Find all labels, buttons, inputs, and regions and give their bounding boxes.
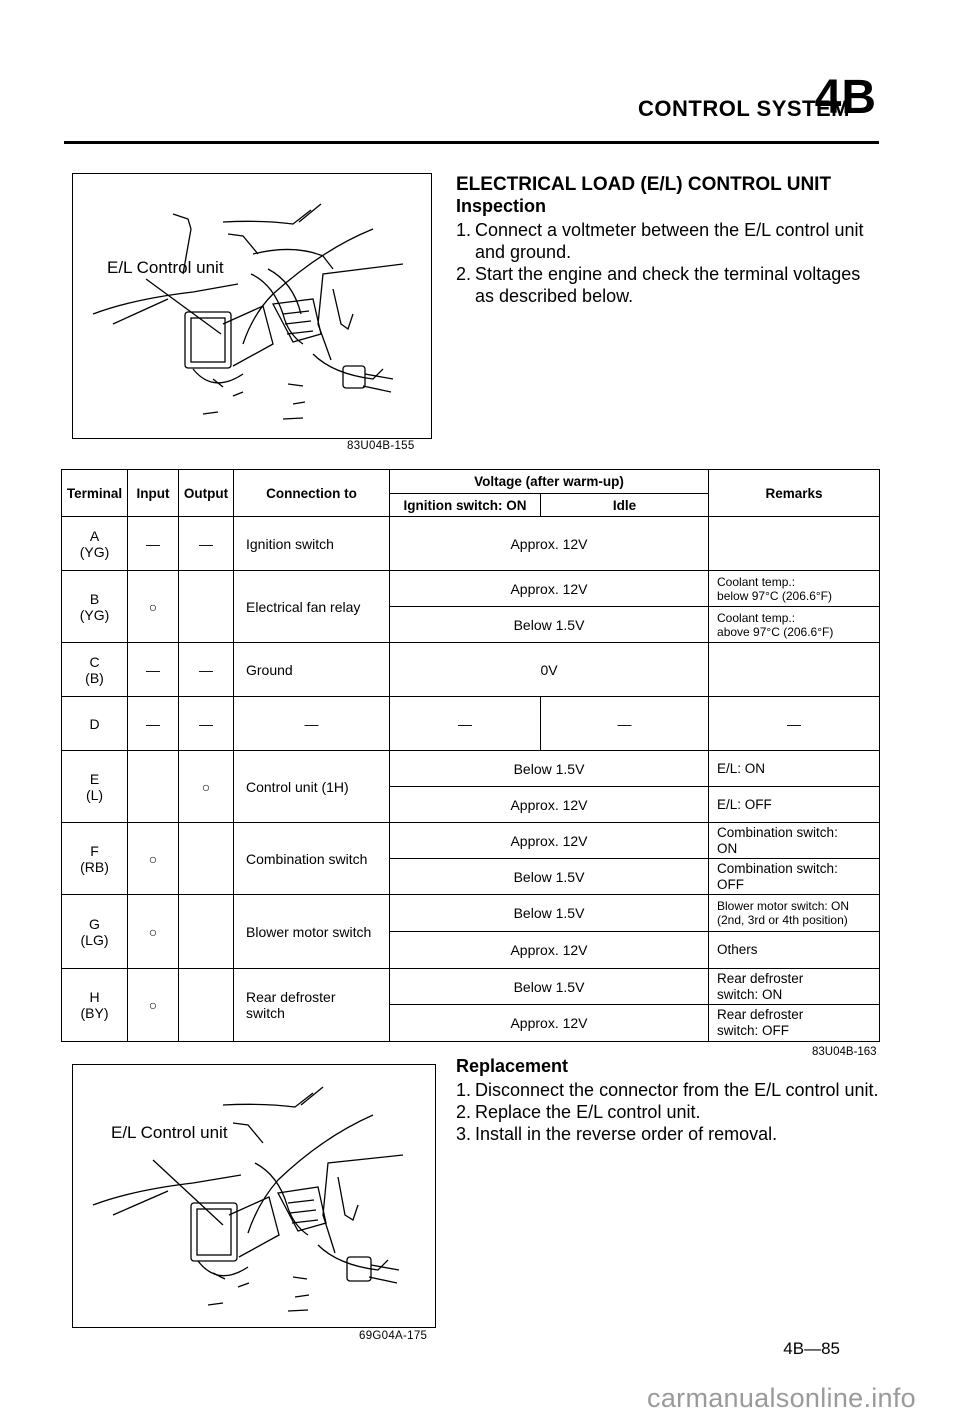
voltage-cell: Below 1.5V (390, 895, 709, 932)
step-text: Disconnect the connector from the E/L control unit. (475, 1080, 879, 1100)
remarks-cell: Others (709, 932, 880, 969)
watermark: carmanualsonline.info (647, 1383, 916, 1413)
input-cell: ○ (128, 895, 179, 969)
terminal-letter: F (90, 842, 99, 859)
col-connection: Connection to (234, 470, 390, 517)
el-control-unit-illustration-top (72, 173, 432, 439)
output-cell (179, 969, 234, 1042)
list-item (456, 219, 886, 263)
wire-color: (B) (85, 669, 104, 686)
terminal-cell (62, 751, 128, 823)
terminal-cell (62, 643, 128, 697)
voltage-cell: — (390, 697, 541, 751)
remarks-cell (709, 643, 880, 697)
remark-line: Blower motor switch: ON (717, 899, 850, 913)
voltage-cell: Approx. 12V (390, 932, 709, 969)
remarks-cell (709, 823, 880, 859)
connection-cell: Ground (234, 643, 390, 697)
connection-cell: Combination switch (234, 823, 390, 895)
voltage-cell: Below 1.5V (390, 859, 709, 895)
page-number: 4B—85 (783, 1339, 840, 1358)
remarks-cell (709, 571, 880, 607)
col-idle: Idle (541, 494, 709, 517)
remark-line: below 97°C (206.6°F) (717, 588, 832, 603)
el-control-unit-illustration-bottom (72, 1064, 436, 1328)
figure-caption: 69G04A-175 (359, 1330, 428, 1342)
voltage-cell: Approx. 12V (390, 787, 709, 823)
wire-color: (YG) (79, 606, 110, 623)
remark-line: (2nd, 3rd or 4th position) (717, 913, 848, 927)
idle-cell: — (541, 697, 709, 751)
connection-cell (234, 969, 390, 1042)
remark-line: above 97°C (206.6°F) (717, 624, 834, 639)
remark-line: Rear defroster (717, 970, 804, 986)
voltage-cell: Below 1.5V (390, 969, 709, 1005)
voltage-cell: Approx. 12V (390, 571, 709, 607)
col-remarks: Remarks (709, 470, 880, 517)
connection-line: switch (246, 1005, 285, 1021)
remarks-cell: — (709, 697, 880, 751)
table-row (62, 697, 880, 751)
wire-color: (YG) (79, 543, 110, 560)
step-text: Replace the E/L control unit. (475, 1102, 701, 1122)
terminal-letter: B (89, 590, 100, 607)
replacement-heading: Replacement (456, 1056, 569, 1076)
step-text (475, 263, 860, 307)
step-line: and ground. (475, 242, 572, 262)
terminal-cell (62, 571, 128, 643)
input-cell: — (128, 643, 179, 697)
input-cell (128, 751, 179, 823)
remark-line: switch: ON (717, 986, 783, 1002)
terminal-cell (62, 895, 128, 969)
replacement-steps (456, 1079, 896, 1145)
input-cell: — (128, 697, 179, 751)
remarks-cell (709, 517, 880, 571)
input-cell: ○ (128, 823, 179, 895)
input-cell: ○ (128, 969, 179, 1042)
step-text: Install in the reverse order of removal. (475, 1124, 778, 1144)
terminal-letter: E (89, 770, 100, 787)
list-item (456, 1123, 896, 1145)
table-caption: 83U04B-163 (812, 1046, 877, 1058)
output-cell: ○ (179, 751, 234, 823)
step-text (475, 219, 864, 263)
header-rule (64, 141, 879, 144)
col-input: Input (128, 470, 179, 517)
remark-line: Coolant temp.: (717, 610, 796, 625)
terminal-letter: C (89, 653, 100, 670)
step-number: 1. (456, 220, 472, 240)
list-item (456, 263, 886, 307)
output-cell: — (179, 517, 234, 571)
terminal-letter: A (89, 527, 100, 544)
wire-color: (LG) (80, 931, 109, 948)
step-line: Start the engine and check the terminal voltages (475, 264, 861, 284)
remark-line: Coolant temp.: (717, 574, 796, 589)
connection-cell: Control unit (1H) (234, 751, 390, 823)
output-cell (179, 571, 234, 643)
terminal-letter: H (89, 989, 100, 1005)
terminal-cell: D (62, 697, 128, 751)
engine-bay-drawing (73, 1065, 435, 1327)
terminal-cell (62, 517, 128, 571)
table-header-row (62, 470, 880, 494)
remark-line: Combination switch: (717, 824, 838, 840)
step-number: 2. (456, 264, 472, 284)
voltage-cell: Below 1.5V (390, 607, 709, 643)
remark-line: Combination switch: (717, 860, 838, 876)
voltage-cell: Approx. 12V (390, 823, 709, 859)
engine-bay-drawing (73, 174, 431, 438)
voltage-cell: Below 1.5V (390, 751, 709, 787)
col-output: Output (179, 470, 234, 517)
connection-line: Rear defroster (246, 989, 336, 1005)
table-row (62, 823, 880, 859)
list-item (456, 1101, 896, 1123)
voltage-cell: Approx. 12V (390, 1005, 709, 1042)
table-row (62, 517, 880, 571)
section-title: ELECTRICAL LOAD (E/L) CONTROL UNIT (456, 174, 832, 195)
step-line: as described below. (475, 286, 634, 306)
input-cell: ○ (128, 571, 179, 643)
remarks-cell (709, 895, 880, 932)
terminal-letter: G (89, 915, 100, 932)
wire-color: (BY) (80, 1005, 109, 1021)
figure-label: E/L Control unit (111, 1123, 228, 1142)
wire-color: (L) (85, 786, 104, 803)
connection-cell: Ignition switch (234, 517, 390, 571)
table-row (62, 895, 880, 932)
terminal-voltage-table (61, 469, 880, 1042)
col-terminal: Terminal (62, 470, 128, 517)
voltage-cell: 0V (390, 643, 709, 697)
remarks-cell (709, 969, 880, 1005)
col-ignition-on: Ignition switch: ON (390, 494, 541, 517)
remark-line: Rear defroster (717, 1007, 804, 1022)
remarks-cell (709, 859, 880, 895)
remark-line: switch: OFF (717, 1023, 790, 1038)
output-cell (179, 823, 234, 895)
output-cell (179, 895, 234, 969)
table-row (62, 969, 880, 1005)
connection-cell: Electrical fan relay (234, 571, 390, 643)
input-cell: — (128, 517, 179, 571)
terminal-cell (62, 969, 128, 1042)
step-number: 2. (456, 1102, 472, 1122)
remark-line: ON (717, 840, 738, 856)
remarks-cell (709, 607, 880, 643)
list-item (456, 1079, 896, 1101)
remark-line: OFF (717, 876, 745, 892)
voltage-cell: Approx. 12V (390, 517, 709, 571)
inspection-heading: Inspection (456, 196, 547, 216)
inspection-steps (456, 219, 886, 307)
wire-color: (RB) (80, 858, 109, 875)
output-cell: — (179, 697, 234, 751)
step-number: 3. (456, 1124, 472, 1144)
remarks-cell: E/L: OFF (709, 787, 880, 823)
step-number: 1. (456, 1080, 472, 1100)
table-row (62, 643, 880, 697)
table-row (62, 751, 880, 787)
connection-cell: Blower motor switch (234, 895, 390, 969)
remarks-cell (709, 1005, 880, 1042)
col-voltage: Voltage (after warm-up) (390, 470, 709, 494)
output-cell: — (179, 643, 234, 697)
remarks-cell: E/L: ON (709, 751, 880, 787)
chapter-code: 4B (814, 71, 876, 124)
figure-label: E/L Control unit (107, 258, 224, 277)
terminal-cell (62, 823, 128, 895)
chapter-title: CONTROL SYSTEM (638, 96, 850, 121)
step-line: Connect a voltmeter between the E/L control unit (475, 220, 864, 240)
table-row (62, 571, 880, 607)
figure-caption: 83U04B-155 (347, 440, 415, 452)
connection-cell: — (234, 697, 390, 751)
